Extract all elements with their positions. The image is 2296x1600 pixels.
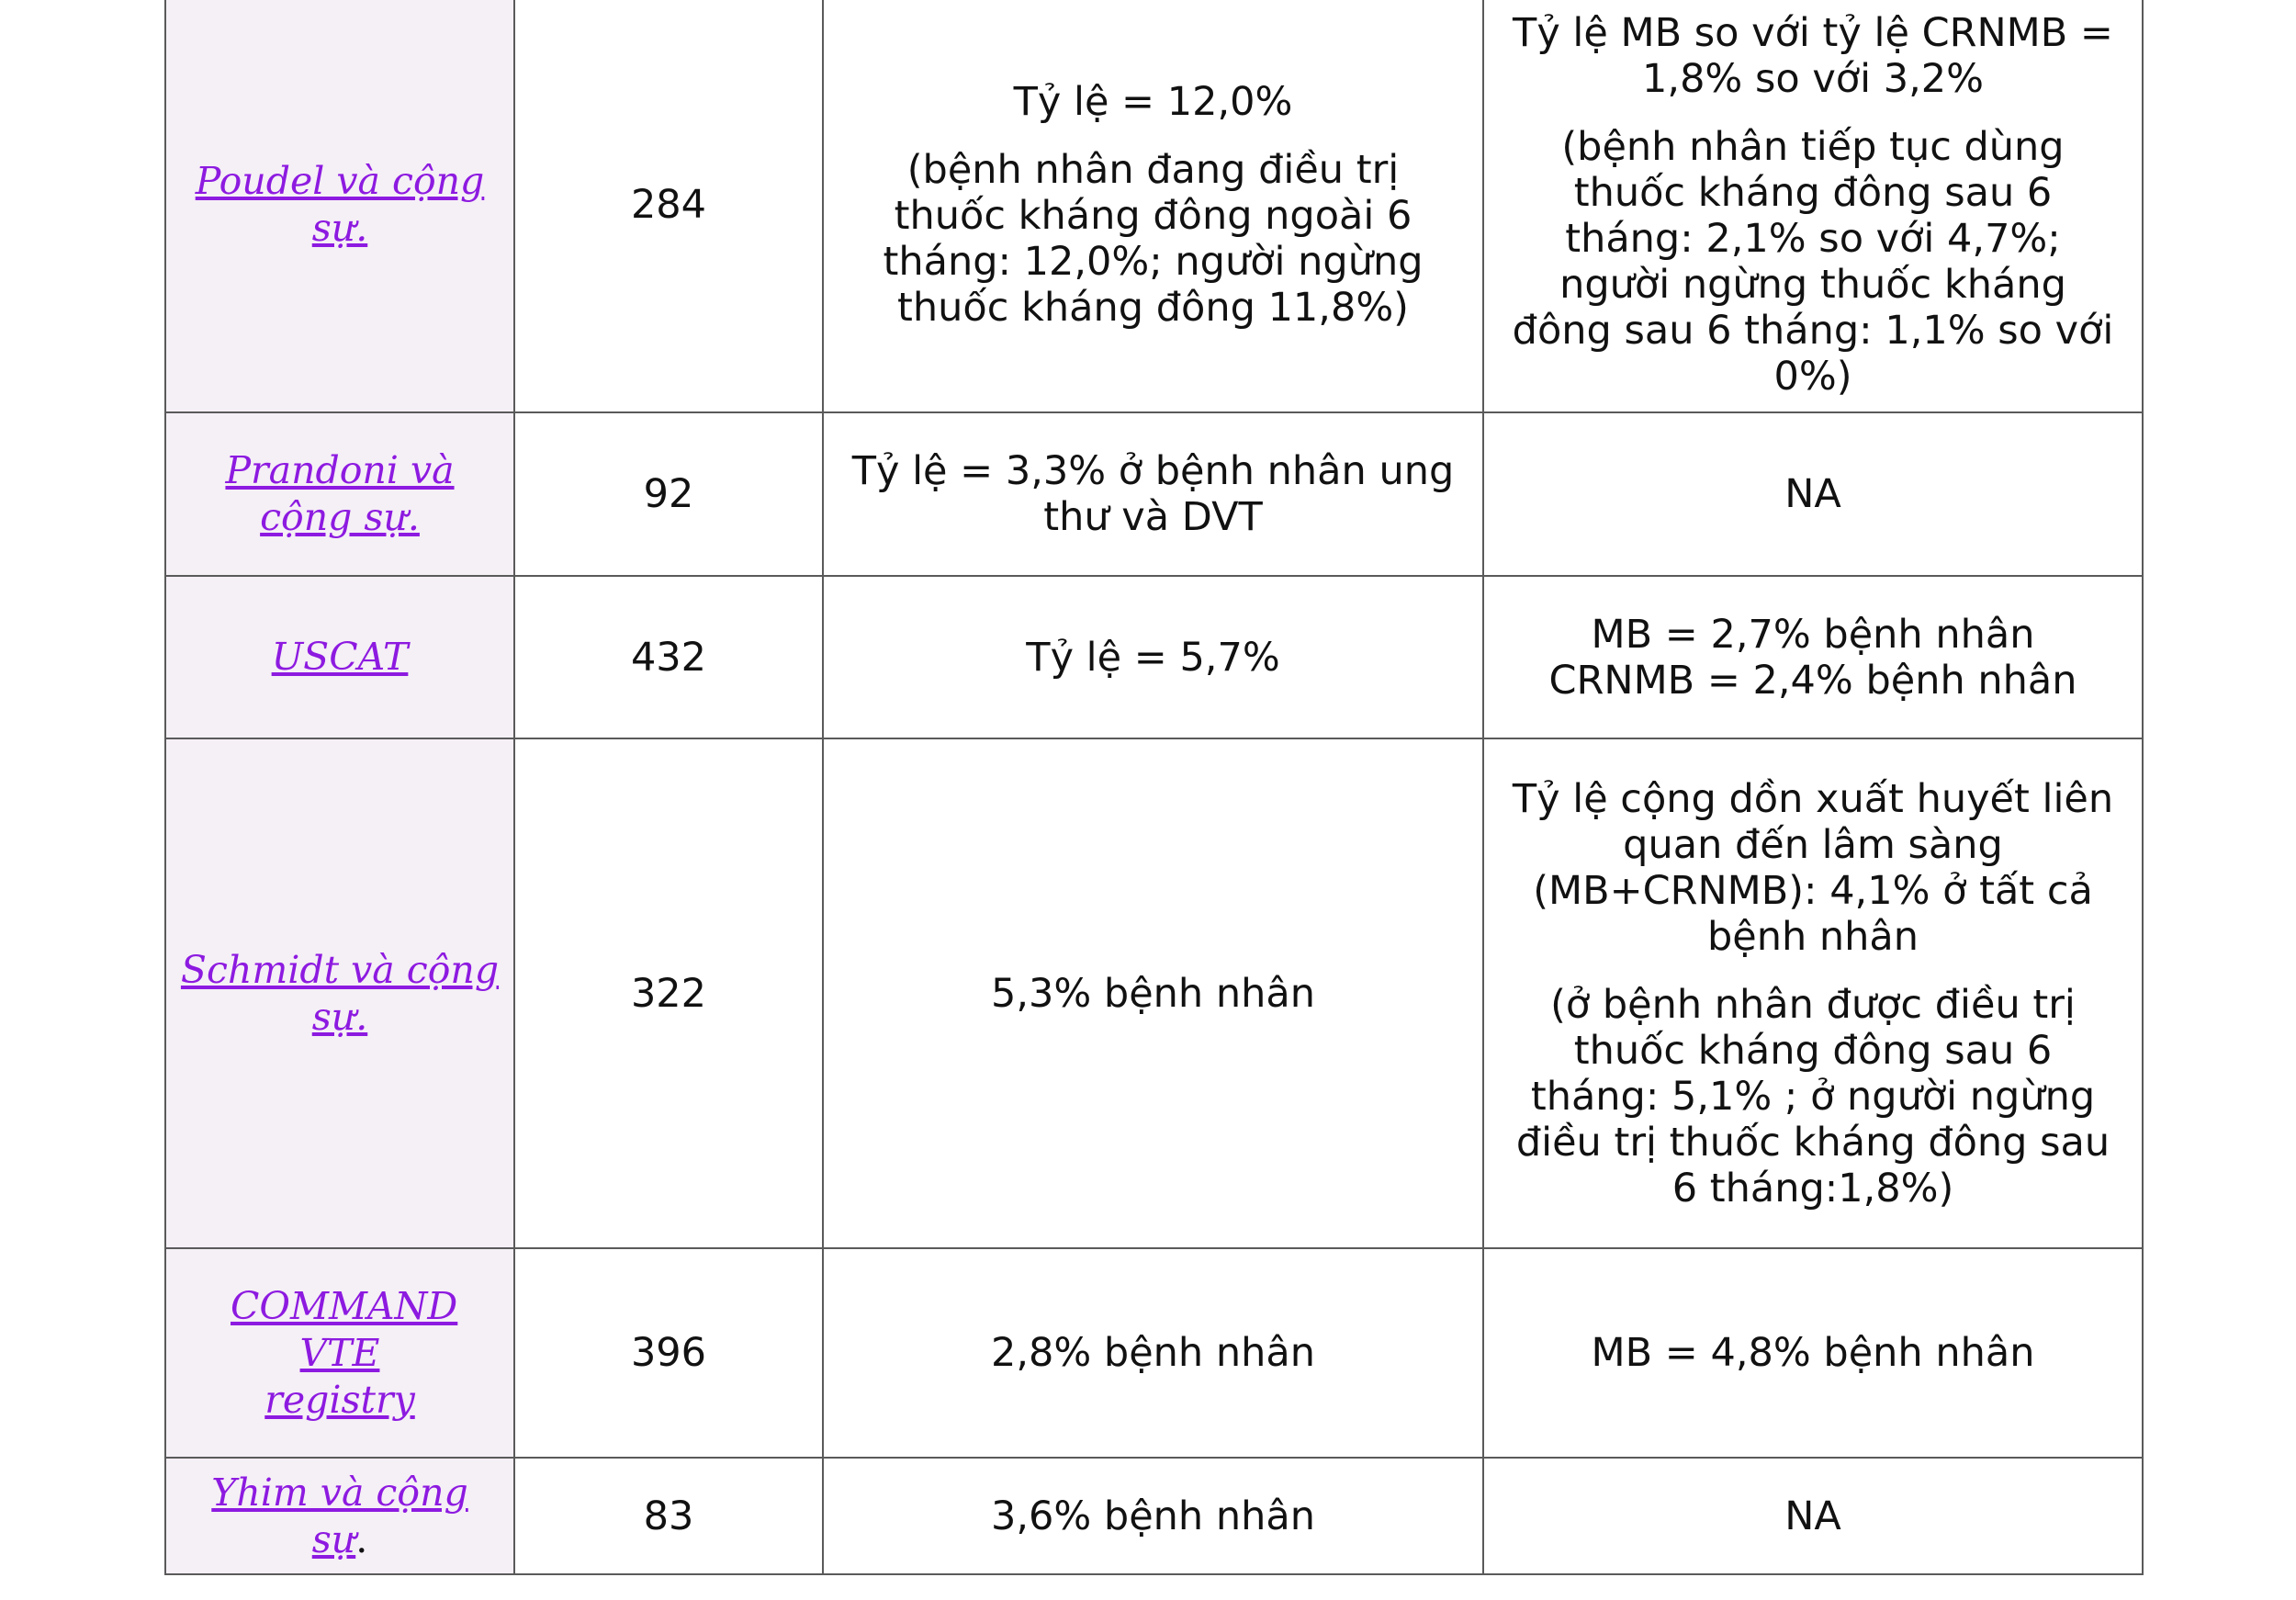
bleeding-text: Tỷ lệ cộng dồn xuất huyết liên quan đến lâm sàng (MB+CRNMB): 4,1% ở tất cả bệnh nhân xyxy=(1512,775,2114,960)
recurrence-cell xyxy=(823,412,1483,576)
bleeding-detail: (bệnh nhân tiếp tục dùng thuốc kháng đông sau 6 tháng: 2,1% so với 4,7%; người ngừng thuốc kháng đông sau 6 tháng: 1,1% so với 0%) xyxy=(1512,123,2114,400)
study-results-table xyxy=(164,0,2144,1575)
sample-size-cell: 322 xyxy=(514,738,823,1248)
study-link-command[interactable]: COMMAND VTE registry xyxy=(231,1283,458,1422)
study-link-prandoni[interactable]: Prandoni và cộng sự. xyxy=(225,448,455,539)
table-row xyxy=(165,1248,2143,1458)
recurrence-text: 3,6% bệnh nhân xyxy=(991,1493,1315,1539)
study-cell xyxy=(165,412,514,576)
bleeding-text: MB = 2,7% bệnh nhân CRNMB = 2,4% bệnh nhân xyxy=(1548,611,2077,704)
study-cell xyxy=(165,0,514,412)
bleeding-cell xyxy=(1483,1458,2143,1574)
sample-size-cell: 92 xyxy=(514,412,823,576)
study-link-yhim[interactable]: Yhim và cộng sự xyxy=(211,1470,468,1561)
table-row xyxy=(165,412,2143,576)
sample-size-cell: 396 xyxy=(514,1248,823,1458)
sample-size-cell: 83 xyxy=(514,1458,823,1574)
study-link-poudel[interactable]: Poudel và cộng sự. xyxy=(195,158,485,250)
recurrence-text: Tỷ lệ = 3,3% ở bệnh nhân ung thư và DVT xyxy=(851,448,1455,540)
bleeding-cell xyxy=(1483,412,2143,576)
bleeding-cell xyxy=(1483,576,2143,738)
bleeding-cell xyxy=(1483,738,2143,1248)
recurrence-detail: (bệnh nhân đang điều trị thuốc kháng đông ngoài 6 tháng: 12,0%; người ngừng thuốc kháng đông 11,8%) xyxy=(883,146,1424,331)
sample-size-cell: 284 xyxy=(514,0,823,412)
recurrence-cell xyxy=(823,738,1483,1248)
recurrence-cell xyxy=(823,1248,1483,1458)
table-row xyxy=(165,738,2143,1248)
study-cell xyxy=(165,1248,514,1458)
bleeding-detail: (ở bệnh nhân được điều trị thuốc kháng đông sau 6 tháng: 5,1% ; ở người ngừng điều trị thuốc kháng đông sau 6 tháng:1,8%) xyxy=(1515,981,2110,1211)
study-link-uscat[interactable]: USCAT xyxy=(271,635,409,679)
study-link-schmidt[interactable]: Schmidt và cộng sự. xyxy=(180,947,500,1039)
recurrence-cell xyxy=(823,1458,1483,1574)
bleeding-text: MB = 4,8% bệnh nhân xyxy=(1591,1330,2035,1376)
sample-size-cell: 432 xyxy=(514,576,823,738)
bleeding-cell xyxy=(1483,1248,2143,1458)
study-cell xyxy=(165,738,514,1248)
table-row xyxy=(165,1458,2143,1574)
recurrence-text: Tỷ lệ = 12,0% xyxy=(1013,78,1293,125)
recurrence-text: 2,8% bệnh nhân xyxy=(991,1330,1315,1376)
bleeding-text: NA xyxy=(1784,1493,1841,1539)
recurrence-cell xyxy=(823,576,1483,738)
study-cell xyxy=(165,1458,514,1574)
bleeding-text: Tỷ lệ MB so với tỷ lệ CRNMB = 1,8% so với 3,2% xyxy=(1513,9,2113,102)
study-suffix: . xyxy=(355,1516,368,1561)
recurrence-cell xyxy=(823,0,1483,412)
bleeding-text: NA xyxy=(1784,471,1841,517)
table-row xyxy=(165,0,2143,412)
recurrence-text: 5,3% bệnh nhân xyxy=(991,970,1315,1017)
table-row xyxy=(165,576,2143,738)
bleeding-cell xyxy=(1483,0,2143,412)
recurrence-text: Tỷ lệ = 5,7% xyxy=(1026,634,1280,681)
study-cell xyxy=(165,576,514,738)
